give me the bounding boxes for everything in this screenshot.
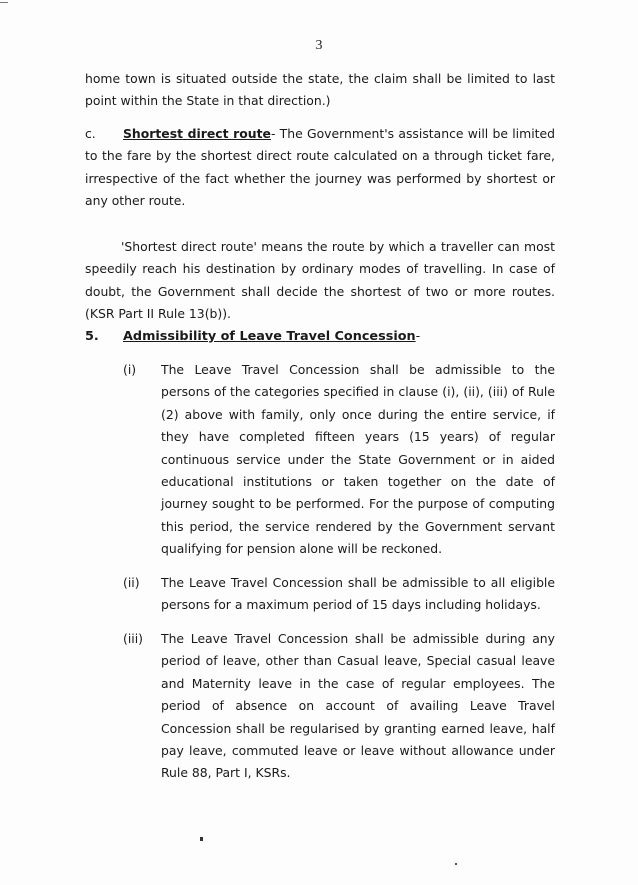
section-5-heading [123,329,420,344]
item-i-marker: (i) [123,362,137,377]
section-5-suffix: - [415,329,421,344]
intro-paragraph: home town is situated outside the state, the claim shall be limited to last point within the State in that direction.) [85,71,555,109]
page-number: 3 [315,38,323,53]
section-5-number: 5. [85,329,99,344]
item-ii-paragraph: The Leave Travel Concession shall be admissible to all eligible persons for a maximum period of 15 days including holidays. [161,575,555,613]
item-ii-marker: (ii) [123,575,140,590]
section-5-title: Admissibility of Leave Travel Concession [123,329,416,344]
item-iii-paragraph: The Leave Travel Concession shall be admissible during any period of leave, other than Casual leave, Special casual leave and Maternity leave in the case of regular employees. The period of absence on account of availing Leave Travel Concession shall be regularised by granting earned leave, half pay leave, commuted leave or leave without allowance under Rule 88, Part I, KSRs. [161,631,555,781]
clause-c-body: - The Government's assistance will be limited to the fare by the shortest direct route calculated on a through ticket fare, irrespective of the fact whether the journey was performed by shortest or any other route. [85,126,555,209]
item-i-paragraph: The Leave Travel Concession shall be admissible to the persons of the categories specified in clause (i), (ii), (iii) of Rule (2) above with family, only once during the entire service, if they have completed fifteen years (15 years) of regular continuous service under the State Government or in aided educational institutions or taken together on the date of journey sought to be performed. For the purpose of computing this period, the service rendered by the Government servant qualifying for pension alone will be reckoned. [161,362,555,557]
scan-dot [455,863,457,865]
clause-c-title: Shortest direct route [123,126,271,141]
definition-paragraph: 'Shortest direct route' means the route by which a traveller can most speedily reach his destination by ordinary modes of travelling. In case of doubt, the Government shall decide the shortest of two or more routes. (KSR Part II Rule 13(b)). [85,239,555,322]
scan-dot [200,837,203,841]
clause-c-marker: c. [85,126,96,141]
scan-edge-mark [0,2,8,3]
clause-c-paragraph [85,123,555,213]
item-iii-marker: (iii) [123,631,143,646]
